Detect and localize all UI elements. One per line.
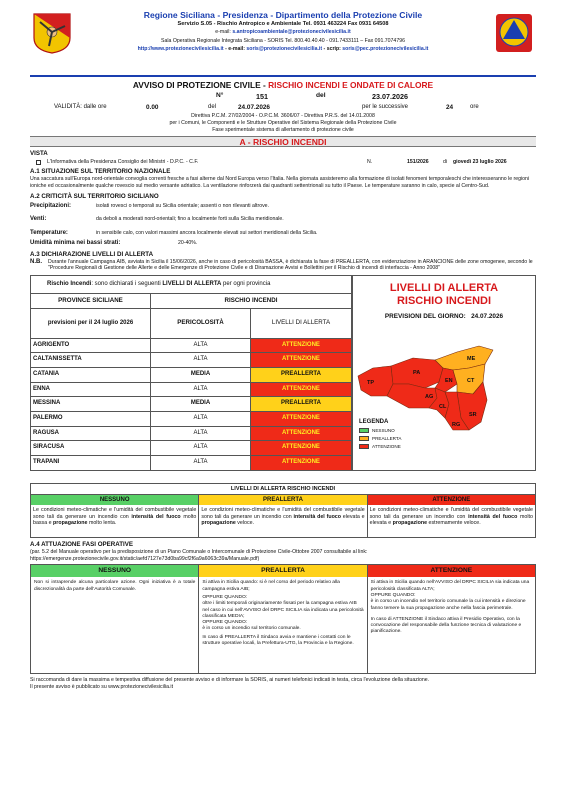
a1-heading: A.1 SITUAZIONE SUL TERRITORIO NAZIONALE (30, 168, 171, 175)
vista-heading: VISTA (30, 150, 48, 157)
province-name: ENNA (31, 382, 151, 397)
letterhead (30, 10, 536, 78)
province-alert-level: ATTENZIONE (251, 338, 352, 353)
map-label-me: ME (467, 355, 476, 362)
wind-row: Venti: da deboli a moderati nord-orientali; fino a localmente forti sulla Sicilia meridionale. (30, 216, 284, 223)
map-label-sr: SR (469, 411, 477, 418)
col-rischio-header: RISCHIO INCENDI (151, 294, 352, 309)
validity-date: 24.07.2026 (238, 103, 270, 111)
level-nessuno: NESSUNO Le condizioni meteo-climatiche e l'umidità del combustibile vegetale sono tali da generare un incendio con intensità del fuoco molto bassa e propagazione molto lenta. (31, 495, 199, 537)
col-livelli-header: LIVELLI DI ALLERTA (251, 309, 352, 338)
service-line: Servizio S.05 - Rischio Antropico e Ambientale Tel. 0931 463224 Fax 0931 64508 (177, 21, 389, 27)
level-attenzione: ATTENZIONE Le condizioni meteo-climatiche e l'umidità del combustibile vegetale sono tali da generare un incendio con intensità del fuoco molto elevata e propagazione estremamente veloce. (369, 496, 533, 527)
humidity-row: Umidità minima nei bassi strati: 20-40%. (30, 240, 198, 247)
province-pericolosita: ALTA (151, 382, 251, 397)
map-label-en: EN (445, 377, 453, 384)
a4-line-1: (par. 5.2 del Manuale operativo per la predisposizione di un Piano Comunale o Intercomunale di Protezione Civile-Ottobre 2007 consultabile al link: (30, 548, 368, 555)
province-row (31, 397, 352, 412)
province-row (31, 456, 352, 471)
levels-title: LIVELLI DI ALLERTA RISCHIO INCENDI (31, 484, 535, 495)
map-label-cl: CL (439, 403, 447, 410)
col-province-header: PROVINCE SICILIANE (31, 294, 151, 309)
legend-item-attenzione: ATTENZIONE (359, 443, 401, 451)
directive-line-2: per i Comuni, le Componenti e le Strutture Operative del Sistema Regionale della Protezione Civile (169, 120, 397, 126)
map-label-tp: TP (367, 379, 375, 386)
avviso-title: AVVISO DI PROTEZIONE CIVILE - RISCHIO INCENDI E ONDATE DI CALORE (132, 80, 434, 90)
province-alert-level: PREALLERTA (251, 367, 352, 382)
a4-manual-link[interactable]: https://emergenze.protezionecivile.gov.it/static/aefd7127e73d0ba99cf2f6a9a6063c39a/Manuale.pdf) (30, 555, 260, 562)
level-preallerta: PREALLERTA Le condizioni meteo-climatiche e l'umidità del combustibile vegetale sono tali da generare un incendio con intensità del fuoco elevata e propagazione veloce. (199, 495, 367, 537)
operational-phases (30, 564, 536, 674)
validity-hours: 24 (446, 103, 454, 111)
province-alert-level: ATTENZIONE (251, 441, 352, 456)
vista-checkbox[interactable] (36, 160, 41, 165)
province-alert-level: ATTENZIONE (251, 426, 352, 441)
province-alert-level: ATTENZIONE (251, 456, 352, 471)
map-label-pa: PA (413, 369, 421, 376)
document-page (30, 10, 536, 691)
vista-row: L'Informativa della Presidenza Consiglio dei Ministri - D.P.C. - C.F. N. 151/2026 di giovedì 23 luglio 2026 (30, 159, 536, 166)
province-pericolosita: MEDIA (151, 367, 251, 382)
province-row (31, 441, 352, 456)
map-panel (352, 275, 536, 471)
province-name: PALERMO (31, 411, 151, 426)
alert-levels-area (30, 275, 536, 471)
province-pericolosita: MEDIA (151, 397, 251, 412)
a4-heading: A.4 ATTUAZIONE FASI OPERATIVE (30, 540, 134, 548)
col-pericolosita-header: PERICOLOSITÀ (151, 309, 251, 338)
province-pericolosita: ALTA (151, 426, 251, 441)
directive-line-1: Direttiva P.C.M. 27/02/2004 - O.P.C.M. 3606/07 - Direttiva P.R.S. del 14.01.2008 (191, 113, 375, 119)
province-pericolosita: ALTA (151, 441, 251, 456)
province-row (31, 382, 352, 397)
email-line: e-mail: s.antropicoambientale@protezionecivilesicilia.it (215, 29, 351, 35)
map-forecast-date: PREVISIONI DEL GIORNO: 24.07.2026 (384, 312, 504, 320)
province-alert-level: ATTENZIONE (251, 382, 352, 397)
province-pericolosita: ALTA (151, 456, 251, 471)
footer-recommendation: Si raccomanda di dare la massima e tempestiva diffusione del presente avviso e di informare la SORIS, ai numeri telefonici indicati in testa, circa l'evoluzione della situazione. (30, 677, 430, 684)
province-name: TRAPANI (31, 456, 151, 471)
phase-preallerta: PREALLERTA Si attiva in Sicilia quando: si è nel corso del periodo relativo alla campagna estiva AIB; OPPURE QUANDO: oltre i limiti temporali originariamente fissati per la campagna estiva AIB nel caso in cui nell'AVVISO del DRPC SICILIA sia indicata una pericolosità classificata MEDIA; OPPURE QUANDO: è in corso un incendio sul territorio comunale. In caso di PREALLERTA il Sindaco avvia e mantiene i contatti con le strutture operative locali, la Prefettura-UTG, la Provincia e la Regione. (199, 565, 367, 673)
footer-published: Il presente avviso è pubblicato su www.protezionecivilesicilia.it (30, 684, 174, 691)
nb-note: N.B. Durante l'annuale Campagna AIB, avviata in Sicilia il 15/06/2026, anche in caso di pericolosità BASSA, è dichiarata la fase di PREALLERTA, con evidenziazione in ARANCIONE delle zone omogenee, secondo le "Procedure Regionali di Gestione delle Allerte e delle Emergenze di Protezione Civile e di Diramazione Avvisi e Bollettini per il Rischio di incendi di interfaccia - Anno 2008" (30, 258, 533, 272)
province-name: RAGUSA (31, 426, 151, 441)
directive-line-3: Fase sperimentale sistema di allertamento di protezione civile (212, 127, 354, 133)
legend-item-nessuno: NESSUNO (359, 427, 401, 435)
province-row (31, 338, 352, 353)
province-name: CATANIA (31, 367, 151, 382)
province-alert-level: ATTENZIONE (251, 353, 352, 368)
province-name: AGRIGENTO (31, 338, 151, 353)
precipitation-row: Precipitazioni: isolati rovesci o temporali su Sicilia orientale; assenti o non rilevanti altrove. (30, 202, 269, 209)
alert-levels-legend (30, 483, 536, 538)
province-alert-table (30, 275, 352, 471)
civil-protection-logo (494, 12, 534, 54)
phase-attenzione: ATTENZIONE Si attiva in Sicilia quando nell'AVVISO del DRPC SICILIA sia indicata una pericolosità classificata ALTA; OPPURE QUANDO: è in corso un incendio nel territorio comunale la cui intensità e direzione fanno temere la sua propagazione anche nella fascia perimetrale. In caso di ATTENZIONE il Sindaco attiva il Presidio Operativo, con la convocazione del responsabile della funzione tecnica di valutazione e pianificazione. (368, 565, 535, 673)
section-a-banner: A - RISCHIO INCENDI (30, 136, 536, 147)
province-name: SIRACUSA (31, 441, 151, 456)
website-link[interactable]: http://www.protezionecivilesicilia.it (137, 46, 224, 52)
legend-title: LEGENDA (359, 418, 389, 425)
validity-hour: 0.00 (146, 103, 159, 111)
a3-heading: A.3 DICHIARAZIONE LIVELLI DI ALLERTA (30, 250, 154, 258)
map-province-trapani (358, 366, 393, 396)
province-row (31, 426, 352, 441)
map-title-1: LIVELLI DI ALLERTA (389, 281, 499, 294)
map-label-rg: RG (452, 421, 461, 428)
province-name: CALTANISSETTA (31, 353, 151, 368)
header-rule (30, 75, 536, 77)
province-row (31, 367, 352, 382)
province-pericolosita: ALTA (151, 411, 251, 426)
map-label-ag: AG (425, 393, 434, 400)
rischio-intro: Rischio Incendi: sono dichiarati i seguenti LIVELLI DI ALLERTA per ogni provincia (31, 275, 352, 294)
province-alert-level: ATTENZIONE (251, 411, 352, 426)
legend-item-preallerta: PREALLERTA (359, 435, 401, 443)
phase-nessuno: NESSUNO Non si intraprende alcuna particolare azione. Ogni iniziativa è a totale discrezionalità da parte dell'Autorità Comunale. (31, 565, 199, 673)
temperature-row: Temperature: in sensibile calo, con valori massimi ancora localmente elevati sui settori meridionali della Sicilia. (30, 229, 318, 236)
avviso-date: 23.07.2026 (372, 92, 408, 101)
province-name: MESSINA (31, 397, 151, 412)
validity-row: VALIDITÀ: dalle ore 0.00 del 24.07.2026 per le successive 24 ore (54, 103, 479, 111)
avviso-number: 151 (256, 92, 268, 101)
sala-line: Sala Operativa Regionale Integrata Siciliana - SORIS Tel. 800.40.40.40 - 091.7433111 – Fax 091.7074796 (161, 37, 405, 44)
map-title-2: RISCHIO INCENDI (396, 294, 492, 307)
web-line: http://www.protezionecivilesicilia.it - e-mail: soris@protezionecivilesicilia.it - scrip: soris@pec.protezionecivilesicilia.it (137, 46, 429, 52)
avviso-number-row: N° 151 del 23.07.2026 (216, 92, 408, 101)
org-title: Regione Siciliana - Presidenza - Dipartimento della Protezione Civile (143, 10, 423, 20)
map-label-ct: CT (467, 377, 475, 384)
a2-heading: A.2 CRITICITÀ SUL TERRITORIO SICILIANO (30, 192, 159, 200)
soris-email-link[interactable]: soris@protezionecivilesicilia.it (246, 46, 323, 52)
province-pericolosita: ALTA (151, 338, 251, 353)
map-legend (359, 418, 401, 451)
email-link[interactable]: s.antropicoambientale@protezionecivilesicilia.it (232, 29, 351, 35)
province-alert-level: PREALLERTA (251, 397, 352, 412)
region-sicily-logo (32, 12, 72, 54)
soris-pec-link[interactable]: soris@pec.protezionecivilesicilia.it (342, 46, 429, 52)
col-previsioni-sub: previsioni per il 24 luglio 2026 (31, 309, 151, 338)
province-pericolosita: ALTA (151, 353, 251, 368)
province-row (31, 411, 352, 426)
a1-text: Una saccatura sull'Europa nord-orientale convoglia correnti fresche a fasi alterne dal Nord Europa verso l'Italia. Nella giornata assisteremo alla formazione di isolati fenomeni temporaleschi che interesseranno le regioni ioniche ed occasionalmente qualche rovescio sul medio versante adriatico. La ventilazione rinforzerà dai quadranti settentrionali su tutto il Paese. Le temperature saranno in calo, specie al Centro-Sud. (30, 176, 530, 189)
province-row (31, 353, 352, 368)
